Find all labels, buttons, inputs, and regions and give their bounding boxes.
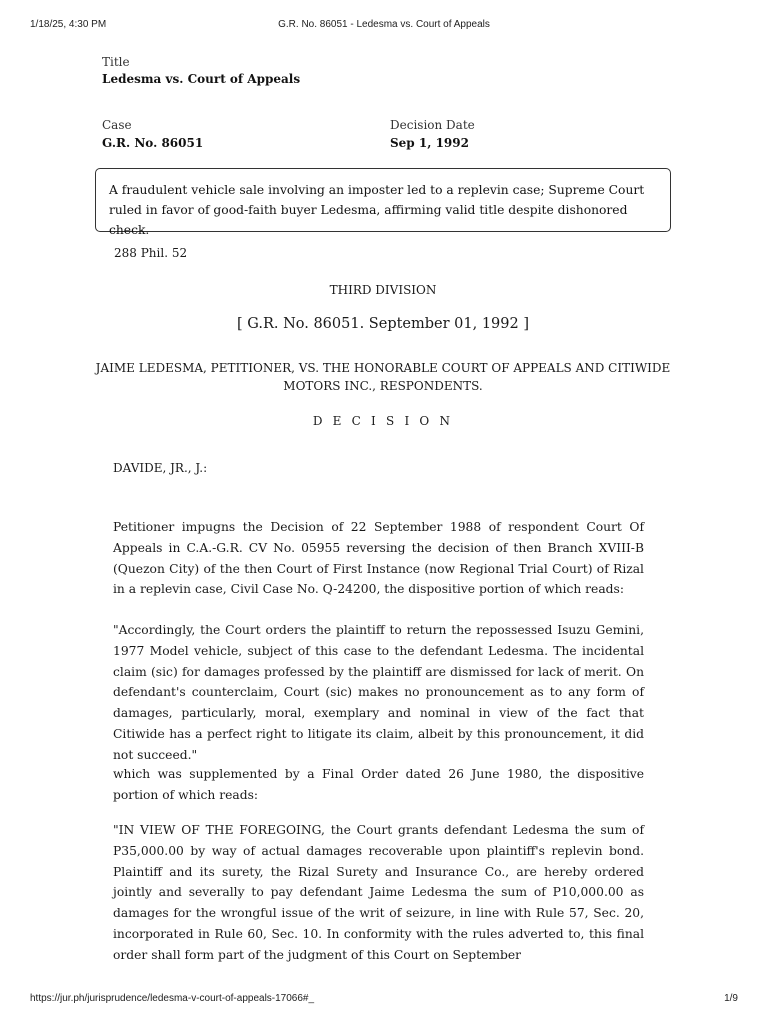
quoted-paragraph: "IN VIEW OF THE FOREGOING, the Court grants defendant Ledesma the sum of P35,000.00 by way of actual damages recoverable upon plaintiff's replevin bond. Plaintiff and its surety, the Rizal Surety and Insurance Co., are hereby ordered jointly and severally to pay defendant Jaime Ledesma the sum of P10,000.00 as damages for the wrongful issue of the writ of seizure, in line with Rule 57, Sec. 20, incorporated in Rule 60, Sec. 10. In conformity with the rules adverted to, this final order shall form part of the judgment of this Court on September: [113, 823, 644, 962]
decision-date-value: Sep 1, 1992: [390, 136, 469, 150]
body-paragraph: which was supplemented by a Final Order dated 26 June 1980, the dispositive portion of which reads:: [113, 767, 644, 802]
division-heading: THIRD DIVISION: [329, 283, 437, 297]
body-paragraph: Petitioner impugns the Decision of 22 September 1988 of respondent Court Of Appeals in C.A.-G.R. CV No. 05955 reversing the decision of then Branch XVIII-B (Quezon City) of the then Court of First Instance (now Regional Trial Court) of Rizal in a replevin case, Civil Case No. Q-24200, the dispositive portion of which reads:: [113, 520, 644, 597]
parties-heading: JAIME LEDESMA, PETITIONER, VS. THE HONORABLE COURT OF APPEALS AND CITIWIDE MOTORS INC., RESPONDENTS.: [95, 361, 671, 393]
print-url: https://jur.ph/jurisprudence/ledesma-v-court-of-appeals-17066#_: [30, 993, 315, 1004]
print-page-title: G.R. No. 86051 - Ledesma vs. Court of Appeals: [278, 19, 490, 30]
phil-citation: 288 Phil. 52: [114, 246, 188, 260]
decision-heading: D E C I S I O N: [312, 414, 454, 428]
title-label: Title: [102, 55, 130, 69]
case-summary-box: A fraudulent vehicle sale involving an imposter led to a replevin case; Supreme Court ruled in favor of good-faith buyer Ledesma, affirming valid title despite dishonored check.: [95, 168, 671, 232]
decision-date-label: Decision Date: [390, 118, 475, 132]
gr-number-heading: [ G.R. No. 86051. September 01, 1992 ]: [237, 316, 529, 332]
print-datetime: 1/18/25, 4:30 PM: [30, 19, 107, 30]
quoted-paragraph: "Accordingly, the Court orders the plaintiff to return the repossessed Isuzu Gemini, 1977 Model vehicle, subject of this case to the defendant Ledesma. The incidental claim (sic) for damages professed by the plaintiff are dismissed for lack of merit. On defendant's counterclaim, Court (sic) makes no pronouncement as to any form of damages, particularly, moral, exemplary and nominal in view of the fact that Citiwide has a perfect right to litigate its claim, albeit by this pronouncement, it did not succeed.": [113, 623, 644, 762]
title-value: Ledesma vs. Court of Appeals: [102, 72, 301, 86]
case-label: Case: [102, 118, 132, 132]
ponente: DAVIDE, JR., J.:: [113, 461, 208, 475]
case-value: G.R. No. 86051: [102, 136, 204, 150]
page-number: 1/9: [724, 993, 738, 1004]
